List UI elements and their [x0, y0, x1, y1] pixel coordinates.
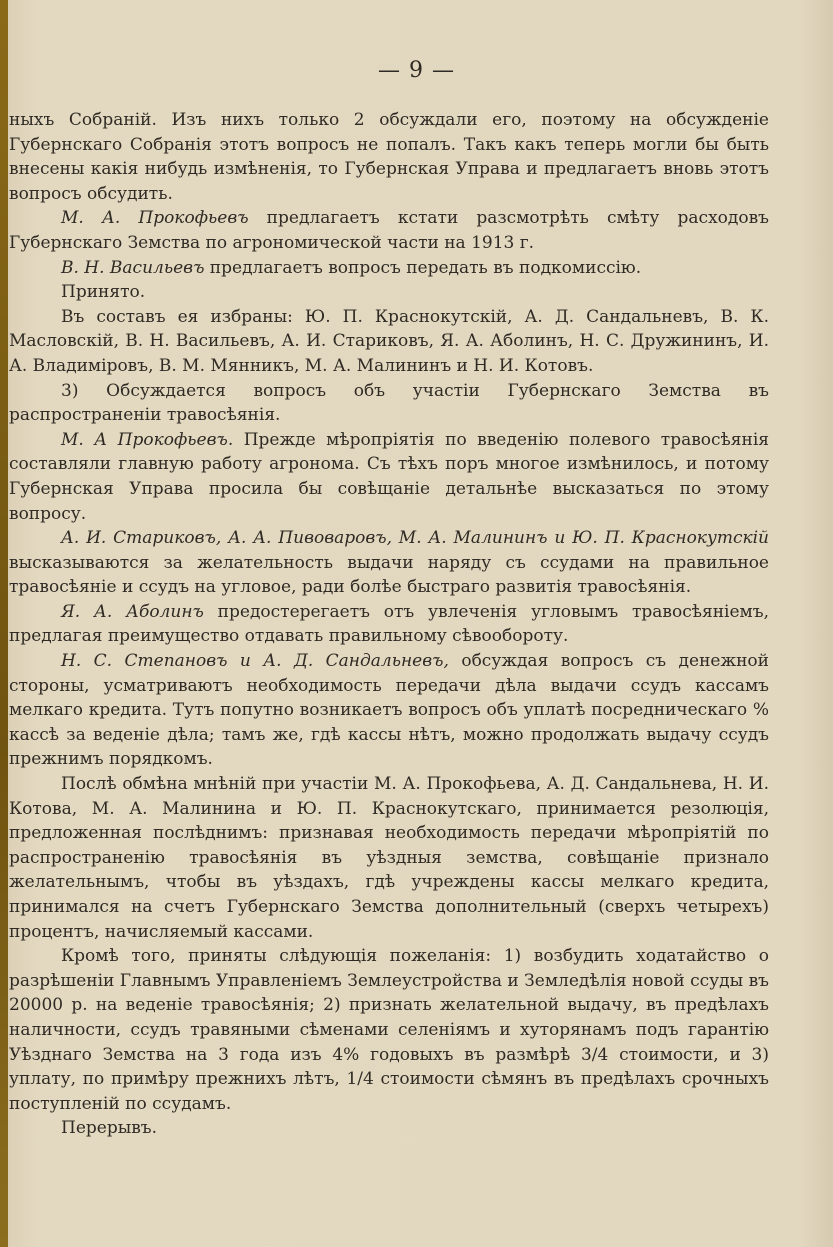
paragraph	[9, 600, 769, 649]
paragraph	[9, 944, 769, 1116]
book-binding-edge	[0, 0, 8, 1247]
speaker-name: М. А Прокофьевъ	[61, 429, 228, 450]
paragraph	[9, 772, 769, 944]
paragraph	[9, 379, 769, 428]
paragraph	[9, 1116, 769, 1141]
speaker-name: Я. А. Аболинъ	[61, 601, 204, 622]
paragraph	[9, 305, 769, 379]
paragraph	[9, 649, 769, 772]
paragraph	[9, 256, 769, 281]
speaker-name: Н. С. Степановъ и А. Д. Сандальневъ,	[61, 651, 449, 672]
paragraph-text: предостерегаетъ отъ увлеченія угловымъ травосѣяніемъ, предлагая преимущество отдавать правильному сѣвообороту.	[9, 601, 769, 647]
paragraph-text: предлагаетъ вопросъ передать въ подкомиссію.	[204, 257, 642, 278]
paragraph-text: ныхъ Собраній. Изъ нихъ только 2 обсуждали его, поэтому на обсужденіе Губернскаго Собранія этотъ вопросъ не попалъ. Такъ какъ теперь могли бы быть внесены какія нибудь измѣненія, то Губернская Управа и предлагаетъ вновь этотъ вопросъ обсудить.	[9, 110, 769, 204]
speaker-name: А. И. Стариковъ, А. А. Пивоваровъ, М. А. Малининъ и Ю. П. Краснокутскій	[61, 528, 769, 549]
paragraph-text: Послѣ обмѣна мнѣній при участіи М. А. Прокофьева, А. Д. Сандальнева, Н. И. Котова, М. А. Малинина и Ю. П. Краснокутскаго, принимается резолюція, предложенная послѣднимъ: признавая необходимость передачи мѣропріятій по распространенію травосѣянія въ уѣздныя земства, совѣщаніе признало желательнымъ, чтобы въ уѣздахъ, гдѣ учреждены кассы мелкаго кредита, принимался на счетъ Губернскаго Земства дополнительный (сверхъ четырехъ) процентъ, начисляемый кассами.	[9, 774, 769, 942]
paragraph-text: Кромѣ того, приняты слѣдующія пожеланія: 1) возбудить ходатайство о разрѣшеніи Главнымъ Управленіемъ Землеустройства и Земледѣлія новой ссуды въ 20000 р. на веденіе травосѣянія; 2) признать желательной выдачу, въ предѣлахъ наличности, ссудъ травяными сѣменами селеніямъ и хуторянамъ подъ гарантію Уѣзднаго Земства на 3 года изъ 4% годовыхъ въ размѣрѣ 3/4 стоимости, и 3) уплату, по примѣру прежнихъ лѣтъ, 1/4 стоимости сѣмянъ въ предѣлахъ срочныхъ поступленій по ссудамъ.	[9, 946, 769, 1114]
speaker-name: В. Н. Васильевъ	[61, 257, 205, 278]
paragraph	[9, 280, 769, 305]
page-number: — 9 —	[378, 58, 455, 83]
paragraph-text: . Прежде мѣропріятія по введенію полевого травосѣянія составляли главную работу агронома. Съ тѣхъ поръ многое измѣнилось, и потому Губернская Управа просила бы совѣщаніе детальнѣе высказаться по этому вопросу.	[9, 429, 770, 524]
paragraph	[9, 526, 769, 600]
paragraph-text: обсуждая вопросъ съ денежной стороны, усматриваютъ необходимость передачи дѣла выдачи ссудъ кассамъ мелкаго кредита. Тутъ попутно возникаетъ вопросъ объ уплатѣ посредническаго % кассѣ за веденіе дѣла; тамъ же, гдѣ кассы нѣтъ, можно продолжать выдачу ссудъ прежнимъ порядкомъ.	[9, 651, 769, 770]
paragraph-text: 3) Обсуждается вопросъ объ участіи Губернскаго Земства въ распространеніи травосѣянія.	[9, 380, 769, 426]
paragraph-text: предлагаетъ кстати разсмотрѣть смѣту расходовъ Губернскаго Земства по агрономической части на 1913 г.	[9, 208, 769, 253]
paragraph-text: Перерывъ.	[61, 1118, 158, 1139]
page-body	[9, 108, 769, 1141]
speaker-name: М. А. Прокофьевъ	[61, 208, 249, 229]
paragraph-text: Принято.	[61, 282, 146, 303]
paragraph	[9, 108, 769, 206]
paragraph	[9, 206, 769, 255]
paragraph-text: Въ составъ ея избраны: Ю. П. Краснокутскій, А. Д. Сандальневъ, В. К. Масловскій, В. Н. Васильевъ, А. И. Стариковъ, Я. А. Аболинъ, Н. С. Дружининъ, И. А. Владиміровъ, В. М. Мянникъ, М. А. Малининъ и Н. И. Котовъ.	[9, 306, 769, 376]
paragraph-text: высказываются за желательность выдачи наряду съ ссудами на правильное травосѣяніе и ссудъ на угловое, ради болѣе быстраго развитія травосѣянія.	[9, 552, 769, 598]
paragraph	[9, 428, 769, 526]
